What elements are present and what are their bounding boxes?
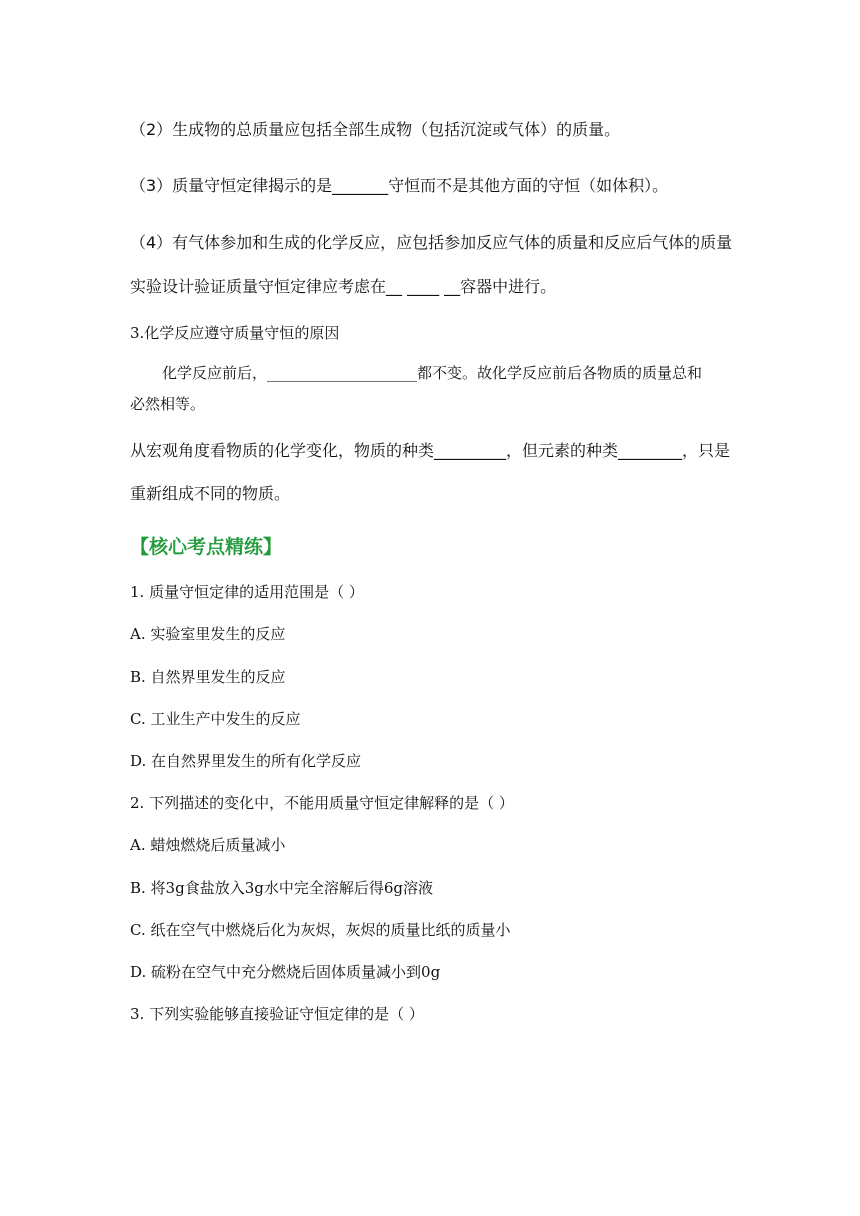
note-item-4-line-1: （4）有气体参加和生成的化学反应，应包括参加反应气体的质量和反应后气体的质量 (130, 233, 733, 252)
question-3-stem: 3. 下列实验能够直接验证守恒定律的是（ ） (130, 1005, 424, 1023)
question-1-option-b: B. 自然界里发生的反应 (130, 668, 286, 686)
question-1-option-a: A. 实验室里发生的反应 (130, 625, 286, 643)
note-item-4-line-2: 实验设计验证质量守恒定律应考虑在__ ____ __容器中进行。 (130, 277, 557, 296)
macro-view-line-1: 从宏观角度看物质的化学变化，物质的种类_________，但元素的种类________，只是 (130, 441, 731, 460)
macro-view-line-2: 重新组成不同的物质。 (130, 484, 291, 503)
question-2-option-a: A. 蜡烛燃烧后质量减小 (130, 836, 286, 854)
question-1-stem: 1. 质量守恒定律的适用范围是（ ） (130, 583, 364, 601)
question-2-option-b: B. 将3g食盐放入3g水中完全溶解后得6g溶液 (130, 879, 433, 897)
question-2-option-c: C. 纸在空气中燃烧后化为灰烬，灰烬的质量比纸的质量小 (130, 921, 511, 939)
question-1-option-c: C. 工业生产中发生的反应 (130, 710, 301, 728)
section-heading: 【核心考点精练】 (130, 536, 283, 558)
question-2-stem: 2. 下列描述的变化中，不能用质量守恒定律解释的是（ ） (130, 794, 514, 812)
section-3-line-1: 化学反应前后，____________________都不变。故化学反应前后各物质的质量总和 (162, 364, 703, 382)
section-3-line-2: 必然相等。 (130, 395, 206, 413)
question-1-option-d: D. 在自然界里发生的所有化学反应 (130, 752, 362, 770)
note-item-3: （3）质量守恒定律揭示的是_______守恒而不是其他方面的守恒（如体积）。 (130, 176, 669, 195)
question-2-option-d: D. 硫粉在空气中充分燃烧后固体质量减小到0g (130, 963, 441, 981)
section-3-title: 3.化学反应遵守质量守恒的原因 (130, 324, 340, 342)
note-item-2: （2）生成物的总质量应包括全部生成物（包括沉淀或气体）的质量。 (130, 120, 621, 139)
